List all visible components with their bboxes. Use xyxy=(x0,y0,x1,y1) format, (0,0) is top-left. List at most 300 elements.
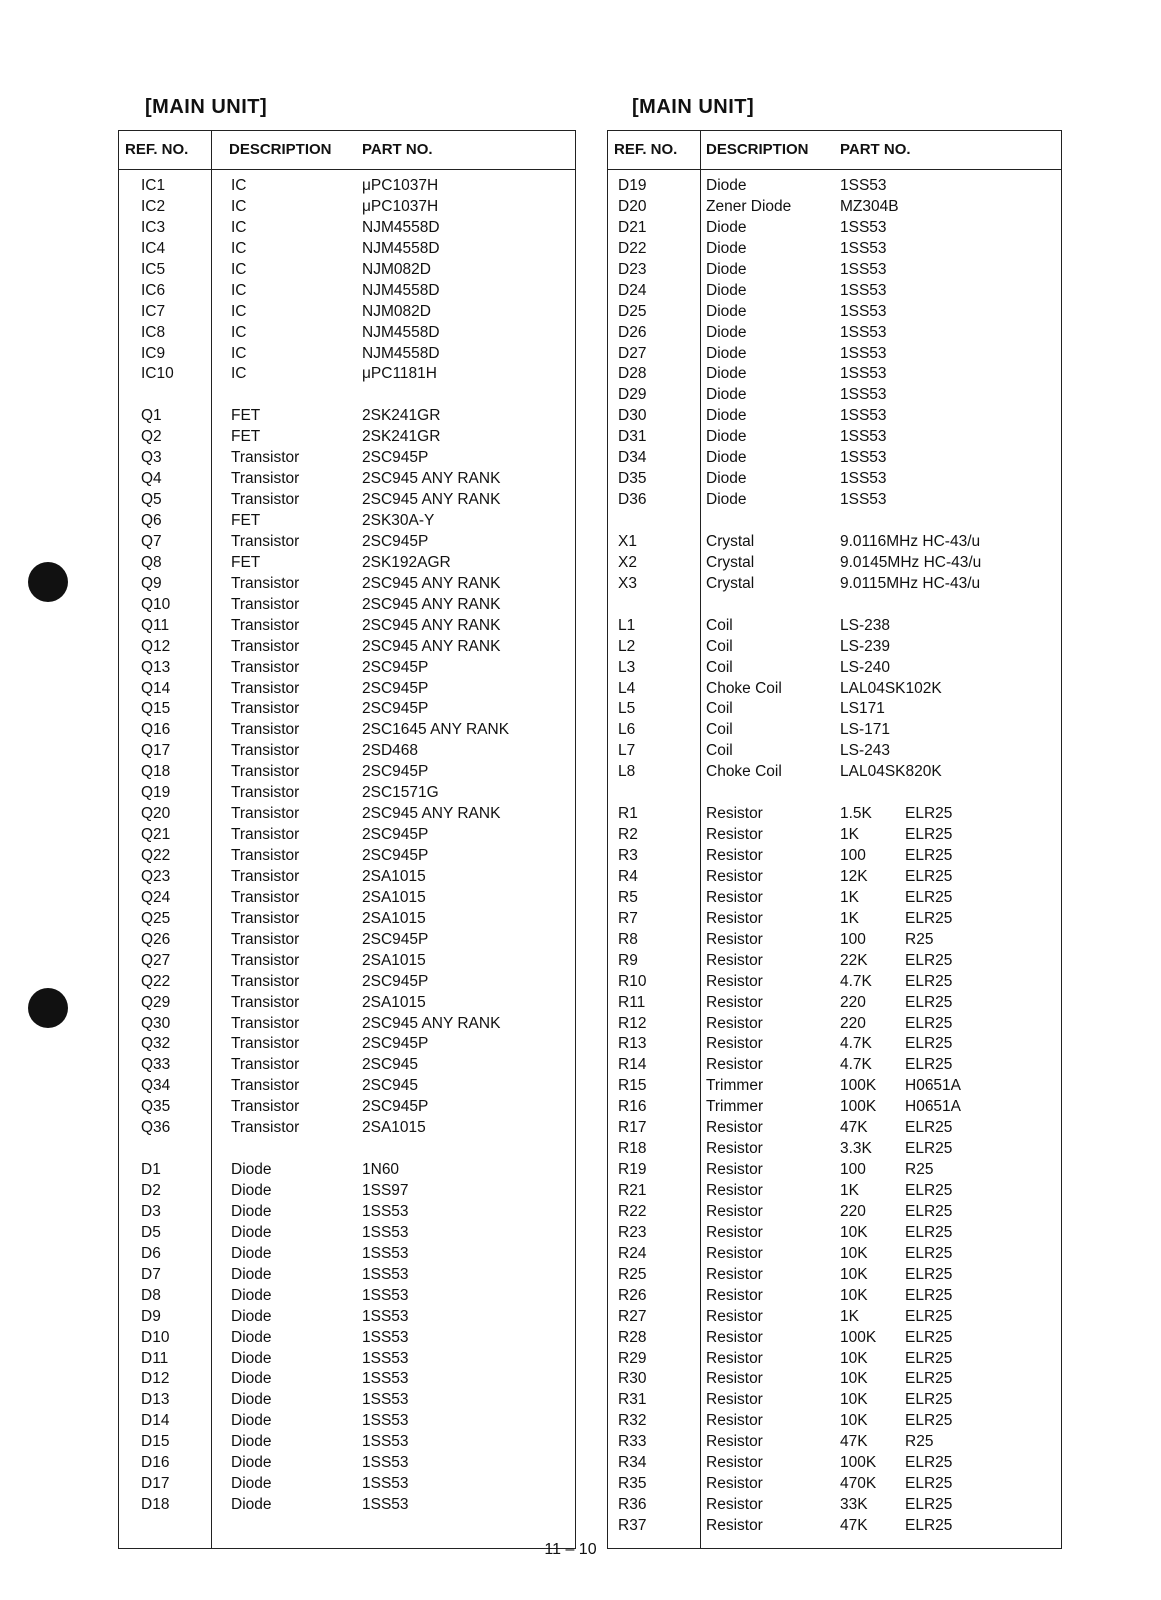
description-cell: Resistor xyxy=(706,1433,763,1451)
table-row xyxy=(119,1475,575,1496)
header-description: DESCRIPTION xyxy=(229,141,332,158)
table-row xyxy=(608,282,1061,303)
description-cell: Diode xyxy=(231,1265,272,1283)
ref-no-cell: IC6 xyxy=(141,281,166,299)
description-cell: Diode xyxy=(231,1475,272,1493)
description-cell: Diode xyxy=(706,449,747,467)
table-row xyxy=(119,1098,575,1119)
ref-no-cell: D18 xyxy=(141,1496,170,1514)
table-row xyxy=(608,1496,1061,1517)
ref-no-cell: R13 xyxy=(618,1035,647,1053)
table-row xyxy=(608,638,1061,659)
part-no-cell: 1SS53 xyxy=(840,281,887,299)
description-cell: Transistor xyxy=(231,574,300,592)
part-no-cell: 1SS53 xyxy=(840,218,887,236)
part-suffix-cell: ELR25 xyxy=(905,1391,953,1409)
part-no-cell: 2SK241GR xyxy=(362,428,441,446)
table-row xyxy=(119,638,575,659)
header-part-no: PART NO. xyxy=(362,141,433,158)
part-no-cell: 2SC945P xyxy=(362,449,429,467)
table-row xyxy=(119,596,575,617)
description-cell: Diode xyxy=(706,323,747,341)
ref-no-cell: R32 xyxy=(618,1412,647,1430)
table-row-spacer xyxy=(119,386,575,407)
description-cell: Transistor xyxy=(231,470,300,488)
description-cell: Resistor xyxy=(706,1454,763,1472)
description-cell: Zener Diode xyxy=(706,197,792,215)
ref-no-cell: D13 xyxy=(141,1391,170,1409)
description-cell: Resistor xyxy=(706,909,763,927)
part-no-cell: 2SC945P xyxy=(362,930,429,948)
description-cell: Diode xyxy=(231,1244,272,1262)
table-row xyxy=(119,617,575,638)
description-cell: Diode xyxy=(231,1496,272,1514)
description-cell: Trimmer xyxy=(706,1077,764,1095)
part-suffix-cell: ELR25 xyxy=(905,1140,953,1158)
table-row xyxy=(119,1203,575,1224)
description-cell: IC xyxy=(231,344,247,362)
part-no-cell: LS-243 xyxy=(840,742,890,760)
table-row xyxy=(608,721,1061,742)
table-row xyxy=(608,554,1061,575)
part-no-cell: NJM4558D xyxy=(362,239,440,257)
ref-no-cell: Q12 xyxy=(141,637,171,655)
part-no-cell: 1K xyxy=(840,909,859,927)
description-cell: FET xyxy=(231,428,261,446)
part-no-cell: 2SC945 ANY RANK xyxy=(362,574,501,592)
table-body xyxy=(608,177,1061,1538)
part-no-cell: NJM4558D xyxy=(362,281,440,299)
description-cell: Crystal xyxy=(706,532,755,550)
ref-no-cell: D5 xyxy=(141,1223,161,1241)
table-row xyxy=(119,1412,575,1433)
description-cell: Transistor xyxy=(231,930,300,948)
ref-no-cell: D3 xyxy=(141,1202,161,1220)
table-row xyxy=(608,659,1061,680)
table-row xyxy=(608,1203,1061,1224)
table-row xyxy=(119,680,575,701)
table-row xyxy=(608,994,1061,1015)
table-row xyxy=(608,742,1061,763)
ref-no-cell: R30 xyxy=(618,1370,647,1388)
part-suffix-cell: ELR25 xyxy=(905,888,953,906)
ref-no-cell: L6 xyxy=(618,721,636,739)
part-no-cell: 1SS53 xyxy=(840,239,887,257)
ref-no-cell: D31 xyxy=(618,428,647,446)
description-cell: Transistor xyxy=(231,826,300,844)
part-suffix-cell: ELR25 xyxy=(905,993,953,1011)
ref-no-cell: Q17 xyxy=(141,742,171,760)
ref-no-cell: R10 xyxy=(618,972,647,990)
ref-no-cell: IC7 xyxy=(141,302,166,320)
ref-no-cell: D24 xyxy=(618,281,647,299)
table-row xyxy=(119,1496,575,1517)
ref-no-cell: R4 xyxy=(618,867,638,885)
description-cell: IC xyxy=(231,260,247,278)
description-cell: Diode xyxy=(706,365,747,383)
table-row xyxy=(119,973,575,994)
ref-no-cell: Q3 xyxy=(141,449,162,467)
table-row xyxy=(608,345,1061,366)
table-row xyxy=(119,1329,575,1350)
part-no-cell: 1SS53 xyxy=(840,449,887,467)
description-cell: Diode xyxy=(231,1307,272,1325)
ref-no-cell: L5 xyxy=(618,700,636,718)
ref-no-cell: D28 xyxy=(618,365,647,383)
table-row xyxy=(119,700,575,721)
table-row xyxy=(608,910,1061,931)
left-section-heading: [MAIN UNIT] xyxy=(145,96,268,118)
description-cell: Diode xyxy=(706,177,747,194)
table-row xyxy=(119,1056,575,1077)
part-suffix-cell: ELR25 xyxy=(905,951,953,969)
part-suffix-cell: ELR25 xyxy=(905,1349,953,1367)
ref-no-cell: D27 xyxy=(618,344,647,362)
part-no-cell: 1SS53 xyxy=(840,470,887,488)
ref-no-cell: Q21 xyxy=(141,826,171,844)
ref-no-cell: R24 xyxy=(618,1244,647,1262)
table-row xyxy=(608,1119,1061,1140)
ref-no-cell: D9 xyxy=(141,1307,161,1325)
part-no-cell: LS-171 xyxy=(840,721,890,739)
ref-no-cell: D36 xyxy=(618,491,647,509)
part-suffix-cell: ELR25 xyxy=(905,847,953,864)
description-cell: Transistor xyxy=(231,595,300,613)
description-cell: Resistor xyxy=(706,1265,763,1283)
part-no-cell: 10K xyxy=(840,1370,868,1388)
table-row xyxy=(119,1035,575,1056)
ref-no-cell: R22 xyxy=(618,1202,647,1220)
part-no-cell: 2SA1015 xyxy=(362,993,426,1011)
description-cell: Transistor xyxy=(231,1098,300,1116)
description-cell: Transistor xyxy=(231,637,300,655)
description-cell: IC xyxy=(231,323,247,341)
part-no-cell: 1K xyxy=(840,1307,859,1325)
table-row xyxy=(119,742,575,763)
part-suffix-cell: ELR25 xyxy=(905,1328,953,1346)
ref-no-cell: R31 xyxy=(618,1391,647,1409)
table-row xyxy=(119,1287,575,1308)
table-row xyxy=(119,219,575,240)
ref-no-cell: IC5 xyxy=(141,260,166,278)
ref-no-cell: D8 xyxy=(141,1286,161,1304)
ref-no-cell: Q15 xyxy=(141,700,171,718)
part-no-cell: 10K xyxy=(840,1349,868,1367)
ref-no-cell: IC8 xyxy=(141,323,166,341)
ref-no-cell: R27 xyxy=(618,1307,647,1325)
table-row xyxy=(119,533,575,554)
ref-no-cell: R14 xyxy=(618,1056,647,1074)
ref-no-cell: D35 xyxy=(618,470,647,488)
table-row xyxy=(119,1077,575,1098)
ref-no-cell: IC2 xyxy=(141,197,166,215)
description-cell: Diode xyxy=(706,281,747,299)
table-row xyxy=(608,1015,1061,1036)
ref-no-cell: R19 xyxy=(618,1161,647,1179)
description-cell: Resistor xyxy=(706,1349,763,1367)
description-cell: Diode xyxy=(706,260,747,278)
ref-no-cell: L2 xyxy=(618,637,636,655)
description-cell: Diode xyxy=(231,1412,272,1430)
part-no-cell: 10K xyxy=(840,1223,868,1241)
page-footer xyxy=(0,1541,1161,1559)
ref-no-cell: Q9 xyxy=(141,574,162,592)
part-no-cell: 470K xyxy=(840,1475,877,1493)
description-cell: Resistor xyxy=(706,1307,763,1325)
part-no-cell: μPC1037H xyxy=(362,197,439,215)
description-cell: Coil xyxy=(706,742,733,760)
description-cell: Diode xyxy=(231,1328,272,1346)
part-no-cell: 1SS53 xyxy=(840,177,887,194)
description-cell: Diode xyxy=(231,1161,272,1179)
part-suffix-cell: ELR25 xyxy=(905,1454,953,1472)
part-no-cell: 100 xyxy=(840,1161,866,1179)
part-no-cell: LS-238 xyxy=(840,616,890,634)
description-cell: Resistor xyxy=(706,826,763,844)
table-row xyxy=(608,826,1061,847)
ref-no-cell: Q33 xyxy=(141,1056,171,1074)
description-cell: Resistor xyxy=(706,1412,763,1430)
description-cell: Diode xyxy=(706,470,747,488)
description-cell: Resistor xyxy=(706,1014,763,1032)
table-row-spacer xyxy=(119,1140,575,1161)
description-cell: Transistor xyxy=(231,972,300,990)
table-row xyxy=(119,952,575,973)
table-row xyxy=(119,428,575,449)
table-row xyxy=(119,784,575,805)
part-no-cell: 1SS53 xyxy=(840,260,887,278)
table-row-spacer xyxy=(608,784,1061,805)
ref-no-cell: R34 xyxy=(618,1454,647,1472)
ref-no-cell: Q32 xyxy=(141,1035,171,1053)
part-suffix-cell: ELR25 xyxy=(905,1412,953,1430)
table-row xyxy=(119,1119,575,1140)
table-row xyxy=(608,303,1061,324)
part-no-cell: 10K xyxy=(840,1412,868,1430)
description-cell: Resistor xyxy=(706,1475,763,1493)
ref-no-cell: L4 xyxy=(618,679,636,697)
ref-no-cell: D10 xyxy=(141,1328,170,1346)
table-row xyxy=(119,721,575,742)
description-cell: Coil xyxy=(706,658,733,676)
part-no-cell: 1SS53 xyxy=(840,428,887,446)
ref-no-cell: R21 xyxy=(618,1182,647,1199)
table-row xyxy=(608,1308,1061,1329)
ref-no-cell: IC3 xyxy=(141,218,166,236)
part-no-cell: 1SS53 xyxy=(362,1286,409,1304)
description-cell: Resistor xyxy=(706,1140,763,1158)
description-cell: Crystal xyxy=(706,574,755,592)
description-cell: Resistor xyxy=(706,1056,763,1074)
ref-no-cell: D7 xyxy=(141,1265,161,1283)
ref-no-cell: IC1 xyxy=(141,177,166,194)
table-row xyxy=(608,1391,1061,1412)
ref-no-cell: Q20 xyxy=(141,805,171,823)
part-no-cell: NJM4558D xyxy=(362,344,440,362)
part-no-cell: 2SD468 xyxy=(362,742,419,760)
table-row xyxy=(608,1077,1061,1098)
part-no-cell: 1SS53 xyxy=(362,1265,409,1283)
table-row xyxy=(608,680,1061,701)
description-cell: Diode xyxy=(231,1391,272,1409)
table-row xyxy=(119,1224,575,1245)
part-no-cell: 1SS53 xyxy=(840,365,887,383)
part-no-cell: LS-239 xyxy=(840,637,890,655)
table-row xyxy=(608,700,1061,721)
table-row xyxy=(608,1182,1061,1203)
table-row xyxy=(608,1517,1061,1538)
table-row xyxy=(608,1056,1061,1077)
table-row xyxy=(608,617,1061,638)
part-no-cell: 2SC945 ANY RANK xyxy=(362,637,501,655)
description-cell: Diode xyxy=(706,491,747,509)
ref-no-cell: Q6 xyxy=(141,512,162,529)
part-no-cell: 2SC945 ANY RANK xyxy=(362,1014,501,1032)
description-cell: Transistor xyxy=(231,784,300,802)
description-cell: Diode xyxy=(231,1370,272,1388)
description-cell: Diode xyxy=(706,386,747,404)
table-row xyxy=(608,1412,1061,1433)
part-no-cell: 2SK241GR xyxy=(362,407,441,425)
description-cell: Resistor xyxy=(706,951,763,969)
ref-no-cell: L8 xyxy=(618,763,636,781)
ref-no-cell: Q22 xyxy=(141,972,171,990)
part-suffix-cell: ELR25 xyxy=(905,1056,953,1074)
table-row xyxy=(608,1475,1061,1496)
ref-no-cell: R15 xyxy=(618,1077,647,1095)
description-cell: FET xyxy=(231,553,261,571)
description-cell: Diode xyxy=(706,302,747,320)
part-no-cell: 100 xyxy=(840,847,866,864)
table-row xyxy=(119,324,575,345)
part-no-cell: 1SS53 xyxy=(840,323,887,341)
table-row xyxy=(119,1161,575,1182)
table-row xyxy=(119,1245,575,1266)
ref-no-cell: Q24 xyxy=(141,888,171,906)
punch-hole-top xyxy=(28,562,68,602)
table-row xyxy=(608,868,1061,889)
ref-no-cell: D11 xyxy=(141,1349,169,1367)
table-row xyxy=(119,365,575,386)
header-ref-no: REF. NO. xyxy=(614,141,678,158)
table-row xyxy=(119,910,575,931)
part-suffix-cell: ELR25 xyxy=(905,867,953,885)
ref-no-cell: D14 xyxy=(141,1412,170,1430)
part-no-cell: 1SS53 xyxy=(362,1307,409,1325)
description-cell: Resistor xyxy=(706,930,763,948)
table-row xyxy=(119,282,575,303)
ref-no-cell: Q36 xyxy=(141,1119,171,1137)
description-cell: Coil xyxy=(706,721,733,739)
description-cell: IC xyxy=(231,365,247,383)
right-parts-table xyxy=(607,130,1062,1549)
part-suffix-cell: ELR25 xyxy=(905,1475,953,1493)
header-description: DESCRIPTION xyxy=(706,141,809,158)
ref-no-cell: L1 xyxy=(618,616,636,634)
part-no-cell: 2SC945 ANY RANK xyxy=(362,491,501,509)
part-no-cell: 220 xyxy=(840,1014,866,1032)
ref-no-cell: D30 xyxy=(618,407,647,425)
part-no-cell: 1.5K xyxy=(840,805,872,823)
ref-no-cell: R2 xyxy=(618,826,638,844)
table-row xyxy=(608,1370,1061,1391)
ref-no-cell: IC10 xyxy=(141,365,174,383)
part-no-cell: 2SK30A-Y xyxy=(362,512,435,529)
part-no-cell: 1SS53 xyxy=(362,1496,409,1514)
part-no-cell: 1SS53 xyxy=(840,302,887,320)
description-cell: Resistor xyxy=(706,847,763,864)
description-cell: IC xyxy=(231,218,247,236)
part-no-cell: NJM082D xyxy=(362,260,431,278)
punch-hole-bottom xyxy=(28,988,68,1028)
part-no-cell: 1K xyxy=(840,888,859,906)
ref-no-cell: R33 xyxy=(618,1433,647,1451)
ref-no-cell: D15 xyxy=(141,1433,170,1451)
description-cell: Diode xyxy=(706,344,747,362)
part-no-cell: 2SC945 ANY RANK xyxy=(362,595,501,613)
table-row xyxy=(608,491,1061,512)
ref-no-cell: Q7 xyxy=(141,532,162,550)
part-no-cell: μPC1181H xyxy=(362,365,437,383)
part-no-cell: 2SC1571G xyxy=(362,784,439,802)
table-row xyxy=(608,533,1061,554)
part-no-cell: 47K xyxy=(840,1433,868,1451)
table-row xyxy=(608,1433,1061,1454)
part-no-cell: 1K xyxy=(840,826,859,844)
table-row xyxy=(119,1391,575,1412)
part-suffix-cell: ELR25 xyxy=(905,1244,953,1262)
description-cell: Resistor xyxy=(706,1202,763,1220)
ref-no-cell: R3 xyxy=(618,847,638,864)
ref-no-cell: R8 xyxy=(618,930,638,948)
part-suffix-cell: ELR25 xyxy=(905,1014,953,1032)
part-no-cell: 100K xyxy=(840,1098,877,1116)
part-no-cell: 1SS53 xyxy=(840,407,887,425)
table-row xyxy=(119,826,575,847)
part-no-cell: 2SC945P xyxy=(362,700,429,718)
description-cell: Resistor xyxy=(706,1119,763,1137)
table-row xyxy=(608,1035,1061,1056)
ref-no-cell: Q23 xyxy=(141,867,171,885)
ref-no-cell: Q25 xyxy=(141,909,171,927)
part-no-cell: 4.7K xyxy=(840,1035,872,1053)
table-row xyxy=(119,994,575,1015)
description-cell: Transistor xyxy=(231,658,300,676)
table-row xyxy=(608,1329,1061,1350)
description-cell: Transistor xyxy=(231,951,300,969)
description-cell: Diode xyxy=(231,1286,272,1304)
part-no-cell: 2SC945 ANY RANK xyxy=(362,805,501,823)
ref-no-cell: D22 xyxy=(618,239,647,257)
table-row xyxy=(608,1098,1061,1119)
part-suffix-cell: ELR25 xyxy=(905,1202,953,1220)
description-cell: Resistor xyxy=(706,1182,763,1199)
ref-no-cell: D2 xyxy=(141,1182,161,1199)
ref-no-cell: Q16 xyxy=(141,721,171,739)
description-cell: Transistor xyxy=(231,888,300,906)
part-no-cell: 2SC945P xyxy=(362,972,429,990)
description-cell: Resistor xyxy=(706,1391,763,1409)
table-row xyxy=(119,763,575,784)
part-suffix-cell: ELR25 xyxy=(905,1035,953,1053)
table-row xyxy=(608,240,1061,261)
part-no-cell: LAL04SK102K xyxy=(840,679,942,697)
ref-no-cell: D17 xyxy=(141,1475,170,1493)
ref-no-cell: R37 xyxy=(618,1517,647,1534)
table-row xyxy=(608,177,1061,198)
ref-no-cell: D12 xyxy=(141,1370,170,1388)
ref-no-cell: R17 xyxy=(618,1119,647,1137)
